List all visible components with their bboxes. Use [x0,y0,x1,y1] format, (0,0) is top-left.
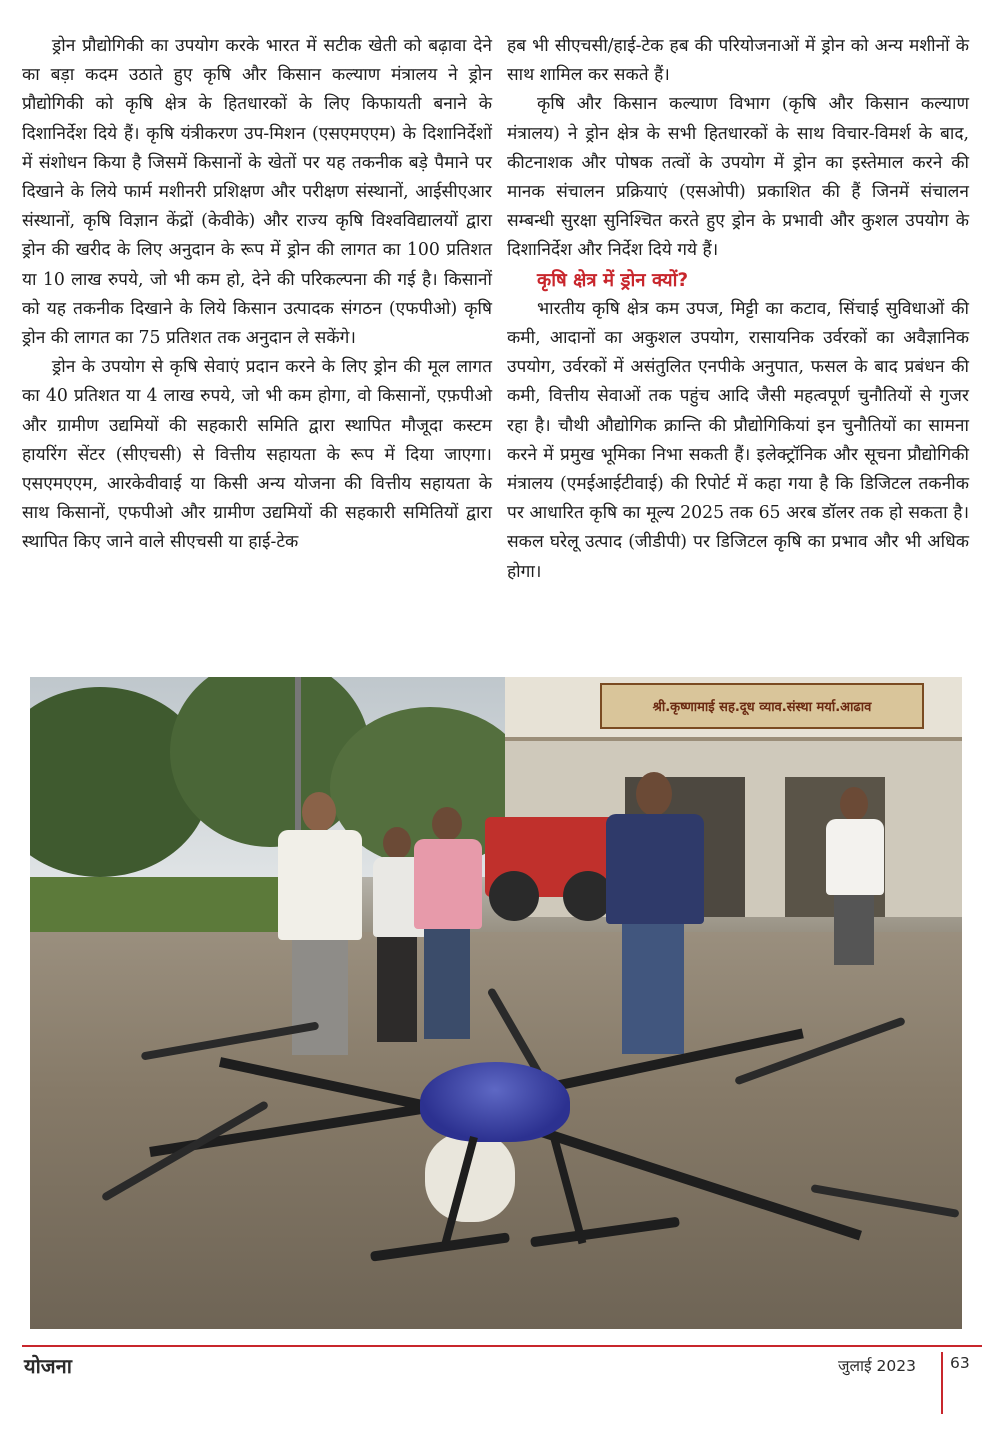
paragraph-subsidy-guidelines: ड्रोन प्रौद्योगिकी का उपयोग करके भारत में सटीक खेती को बढ़ावा देने का बड़ा कदम उठाते हुए कृषि और किसान कल्याण मंत्रालय ने ड्रोन प्रौद्योगिकी को कृषि क्षेत्र के हितधारकों के लिए किफायती बनाने के दिशानिर्देश दिये हैं। कृषि यंत्रीकरण उप-मिशन (एसएमएएम) के दिशानिर्देशों में संशोधन किया है जिसमें किसानों के खेतों पर यह तकनीक बड़े पैमाने पर दिखाने के लिये फार्म मशीनरी प्रशिक्षण और परीक्षण संस्थानों, आईसीएआर संस्थानों, कृषि विज्ञान केंद्रों (केवीके) और राज्य कृषि विश्वविद्यालयों द्वारा ड्रोन की खरीद के लिए अनुदान के रूप में ड्रोन की लागत का 100 प्रतिशत या 10 लाख रुपये, जो भी कम हो, देने की परिकल्पना की गई है। किसानों को यह तकनीक दिखाने के लिये किसान उत्पादक संगठन (एफपीओ) कृषि ड्रोन की लागत का 75 प्रतिशत तक अनुदान ले सकेंगे। [22,36,492,349]
article-left-column [22,32,492,558]
paragraph-continuation: हब भी सीएचसी/हाई-टेक हब की परियोजनाओं में ड्रोन को अन्य मशीनों के साथ शामिल कर सकते हैं। [507,36,969,86]
article-right-column [507,32,969,587]
person-right [820,787,890,967]
drone-demonstration-photo [30,677,962,1329]
paragraph-chc-assistance: ड्रोन के उपयोग से कृषि सेवाएं प्रदान करने के लिए ड्रोन की मूल लागत का 40 प्रतिशत या 4 लाख रुपये, जो भी कम होगा, वो किसानों, एफ़पीओ और ग्रामीण उद्यमियों की सहकारी समिति द्वारा स्थापित मौजूदा कस्टम हायरिंग सेंटर (सीएचसी) से वित्तीय सहायता के रूप में दिया जाएगा। एसएमएएम, आरकेवीवाई या किसी अन्य योजना की वित्तीय सहायता के साथ किसानों, एफपीओ और ग्रामीण उद्यमियों की सहकारी समितियों द्वारा स्थापित किए जाने वाले सीएचसी या हाई-टेक [22,357,492,553]
building-sign-text: श्री.कृष्णामाई सह.दूध व्याव.संस्था मर्या.आढाव [652,700,872,715]
section-subheading: कृषि क्षेत्र में ड्रोन क्यों? [537,269,689,291]
person-drone-operator [600,772,710,1062]
issue-date: जुलाई 2023 [838,1357,917,1375]
person-pink-shirt [408,807,488,1047]
footer-rule [22,1345,982,1347]
person-elder [270,792,370,1062]
page-number: 63 [950,1354,970,1372]
tractor [485,817,615,897]
magazine-name: योजना [24,1354,72,1378]
footer-divider [941,1352,943,1414]
building-sign [600,683,924,729]
paragraph-why-drones: भारतीय कृषि क्षेत्र कम उपज, मिट्टी का कटाव, सिंचाई सुविधाओं की कमी, आदानों का अकुशल उपयोग, रासायनिक उर्वरकों का अवैज्ञानिक उपयोग, उर्वरकों में असंतुलित एनपीके अनुपात, फसल के बाद प्रबंधन की कमी, वित्तीय सेवाओं तक पहुंच आदि जैसी महत्वपूर्ण चुनौतियों से गुजर रहा है। चौथी औद्योगिक क्रान्ति की प्रौद्योगिकियां इन चुनौतियों का सामना करने में प्रमुख भूमिका निभा सकती हैं। इलेक्ट्रॉनिक और सूचना प्रौद्योगिकी मंत्रालय (एमईआईटीवाई) की रिपोर्ट में कहा गया है कि डिजिटल तकनीक पर आधारित कृषि का मूल्य 2025 तक 65 अरब डॉलर तक हो सकता है। सकल घरेलू उत्पाद (जीडीपी) पर डिजिटल कृषि का प्रभाव और भी अधिक होगा। [507,298,969,582]
paragraph-sop: कृषि और किसान कल्याण विभाग (कृषि और किसान कल्याण मंत्रालय) ने ड्रोन क्षेत्र के सभी हितधारकों के साथ विचार-विमर्श के बाद, कीटनाशक और पोषक तत्वों के उपयोग में ड्रोन का इस्तेमाल करने की मानक संचालन प्रक्रियाएं (एसओपी) प्रकाशित की हैं जिनमें संचालन सम्बन्धी सुरक्षा सुनिश्चित करते हुए ड्रोन के प्रभावी और कुशल उपयोग के दिशानिर्देश और निर्देश दिये गये हैं। [507,94,969,261]
